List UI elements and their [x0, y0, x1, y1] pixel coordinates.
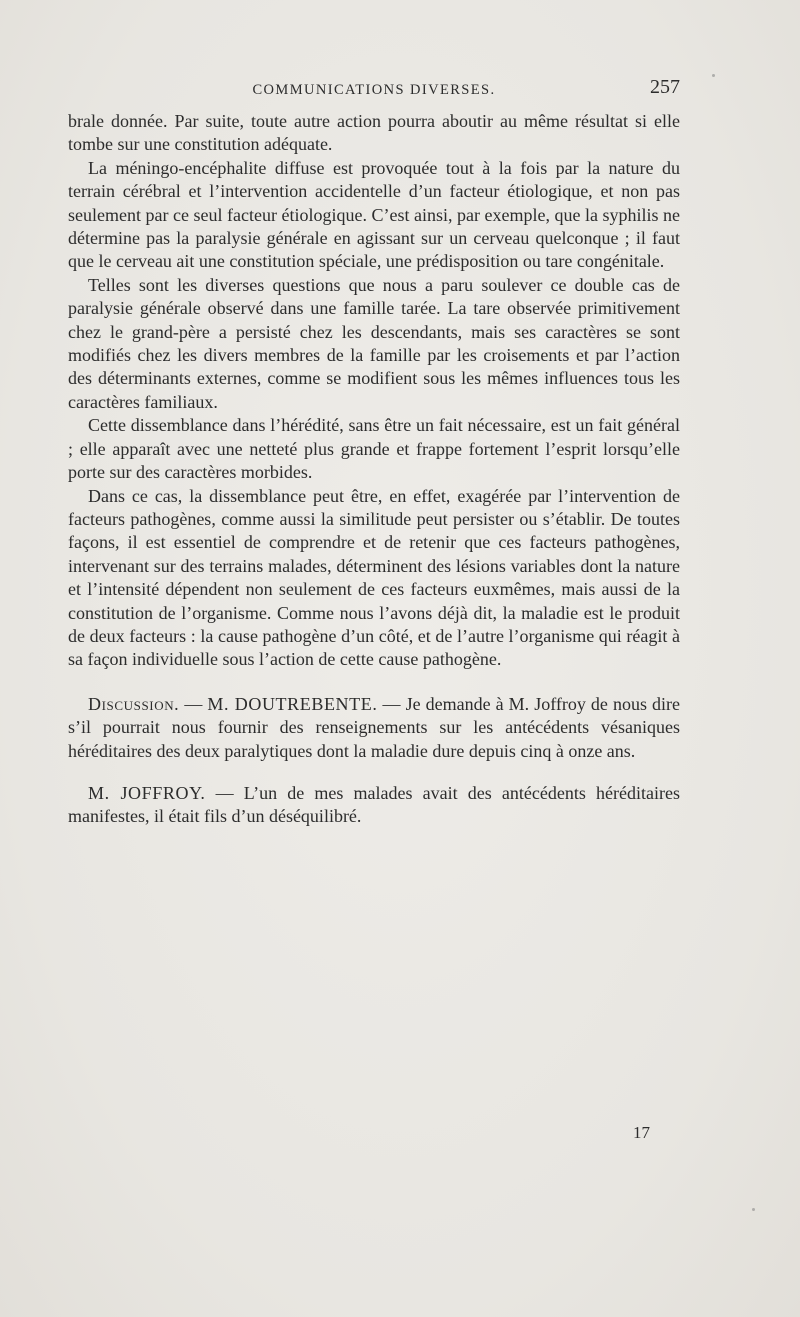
paragraph: Cette dissemblance dans l’hérédité, sans être un fait nécessaire, est un fait général ; elle apparaît avec une netteté plus grande et frappe fortement l’esprit lorsqu’elle porte sur des caractères morbides. [68, 415, 680, 483]
discussion-paragraph [68, 693, 680, 763]
paragraph: Telles sont les diverses questions que nous a paru soulever ce double cas de paralysie générale observé dans une famille tarée. La tare observée primitivement chez le grand-père a persisté chez les descendants, mais ses caractères se sont modifiés chez les divers membres de la famille par les croisements et par l’action des déterminants externes, comme se modifient sous les mêmes influences tous les caractères familiaux. [68, 274, 680, 412]
dash-separator: — [377, 693, 406, 714]
speaker-name: M. DOUTREBENTE. [207, 693, 378, 714]
speaker-name: M. JOFFROY. [88, 782, 206, 803]
page-number: 257 [650, 76, 680, 98]
page-header [68, 76, 680, 104]
reply-text: L’un de mes malades avait des antécédents héréditaires manifestes, il était fils d’un déséquilibré. [68, 782, 680, 827]
signature-mark: 17 [633, 1123, 650, 1142]
reply-paragraph [68, 782, 680, 829]
paper-speck [712, 74, 715, 77]
paper-speck [752, 1208, 755, 1211]
running-head: COMMUNICATIONS DIVERSES. [252, 82, 496, 98]
paragraph: Dans ce cas, la dissemblance peut être, en effet, exagérée par l’intervention de facteurs pathogènes, comme aussi la similitude peut persister ou s’établir. De toutes façons, il est essentiel de comprendre et de retenir que ces facteurs pathogènes, intervenant sur des terrains malades, déterminent des lésions variables dont la nature et l’intensité dépendent non seulement de ces facteurs euxmêmes, mais aussi de la constitution de l’organisme. Comme nous l’avons déjà dit, la maladie est le produit de deux facteurs : la cause pathogène d’un côté, et de l’autre l’organisme qui réagit à sa façon individuelle sous l’action de cette cause pathogène. [68, 485, 680, 670]
paragraph: La méningo-encéphalite diffuse est provoquée tout à la fois par la nature du terrain cérébral et l’intervention accidentelle d’un facteur étiologique, et non pas seulement par ce seul facteur étiologique. C’est ainsi, par exemple, que la syphilis ne détermine pas la paralysie générale en agissant sur un cerveau quelconque ; il faut que le cerveau ait une constitution spéciale, une prédisposition ou tare congénitale. [68, 157, 680, 272]
discussion-label: Discussion. [88, 693, 180, 714]
discussion-text: Je demande à M. Joffroy de nous dire s’il pourrait nous fournir des renseignements sur les antécédents vésaniques héréditaires des deux paralytiques dont la maladie dure depuis cinq à onze ans. [68, 693, 681, 761]
dash-separator: — [179, 693, 208, 714]
paragraph: brale donnée. Par suite, toute autre action pourra aboutir au même résultat si elle tombe sur une constitution adéquate. [68, 111, 680, 155]
body-text [68, 110, 680, 829]
dash-separator: — [205, 782, 244, 803]
